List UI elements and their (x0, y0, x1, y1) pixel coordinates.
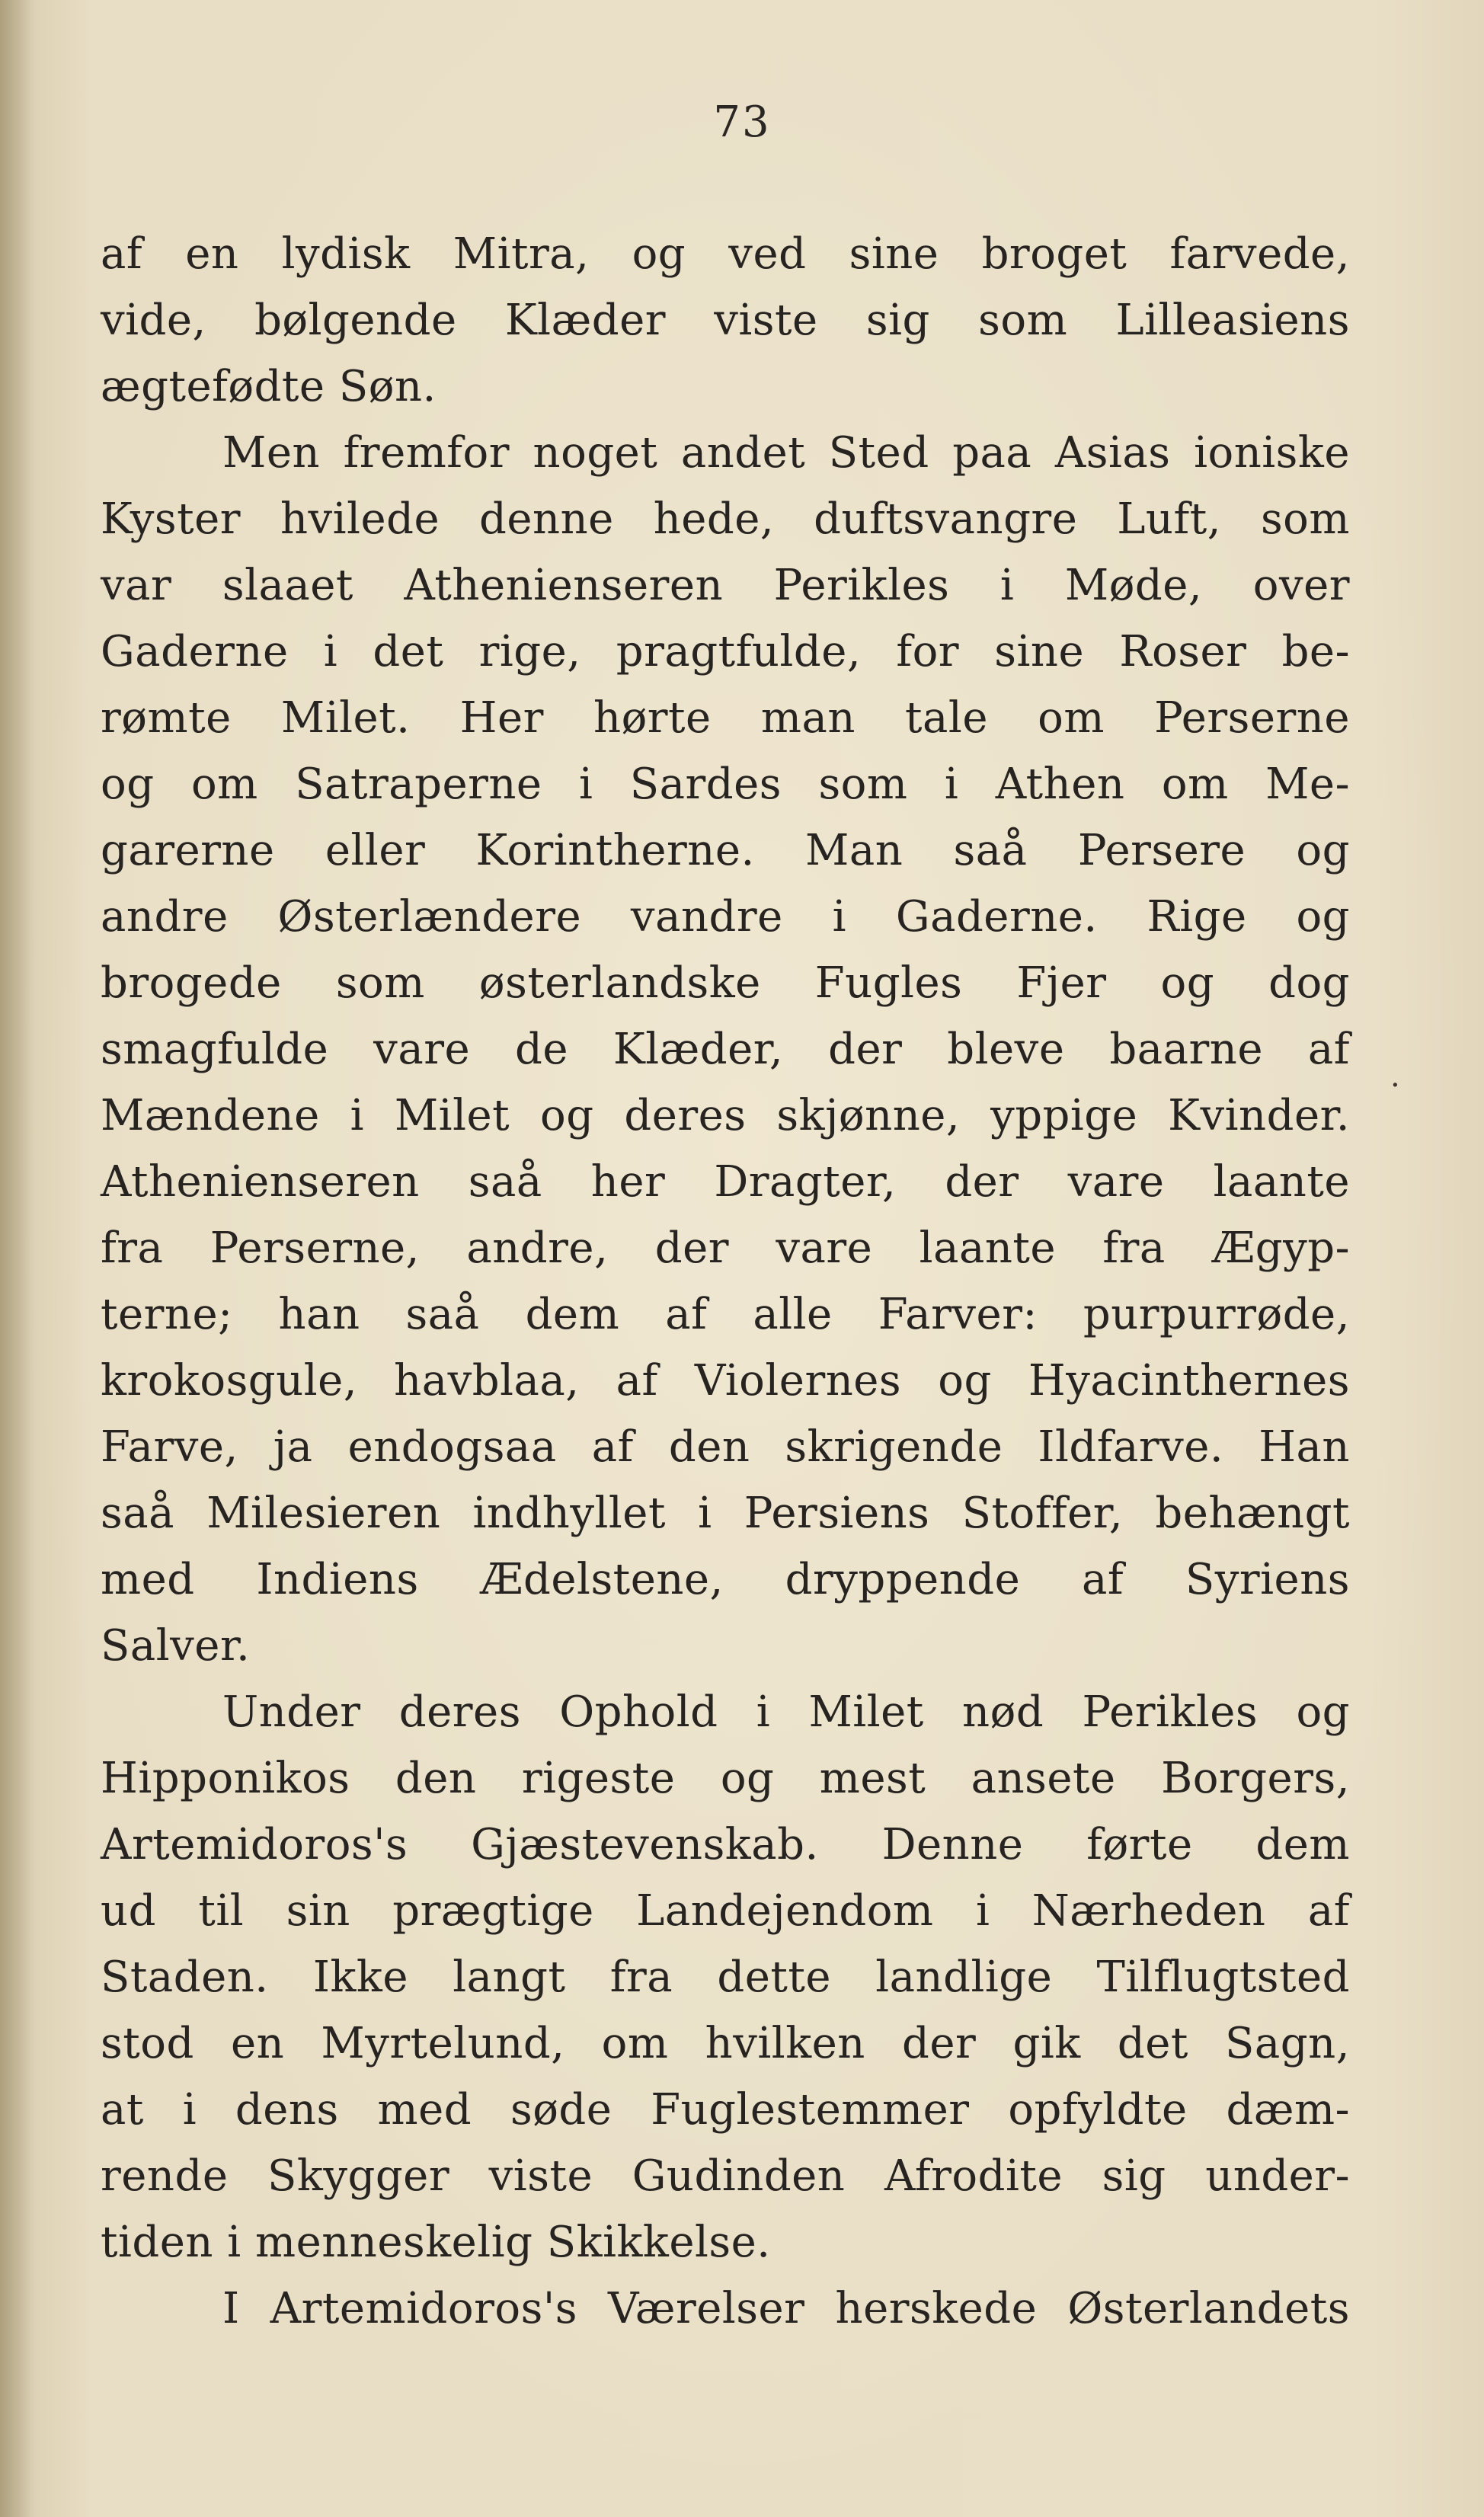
text-line: I Artemidoros's Værelser herskede Østerlandets (222, 2284, 1350, 2333)
text-line: Artemidoros's Gjæstevenskab. Denne førte dem (101, 1820, 1350, 1869)
text-line: saå Milesieren indhyllet i Persiens Stoffer, behængt (101, 1489, 1350, 1538)
text-line: fra Perserne, andre, der vare laante fra Ægyp- (101, 1223, 1350, 1273)
text-line: Kyster hvilede denne hede, duftsvangre Luft, som (101, 494, 1350, 544)
text-line: brogede som østerlandske Fugles Fjer og dog (101, 958, 1350, 1008)
text-line: Staden. Ikke langt fra dette landlige Tilflugtsted (101, 1953, 1350, 2002)
text-line: tiden i menneskelig Skikkelse. (101, 2218, 771, 2267)
spine-shadow (0, 0, 35, 2517)
text-line: og om Satraperne i Sardes som i Athen om Me- (101, 760, 1350, 809)
text-line: Under deres Ophold i Milet nød Perikles og (222, 1687, 1350, 1737)
text-line: rende Skygger viste Gudinden Afrodite sig under- (101, 2151, 1350, 2201)
text-line: krokosgule, havblaa, af Violernes og Hyacinthernes (101, 1356, 1350, 1406)
text-line: ægtefødte Søn. (101, 362, 437, 411)
text-line: Men fremfor noget andet Sted paa Asias ioniske (222, 428, 1350, 478)
text-line: af en lydisk Mitra, og ved sine broget farvede, (101, 229, 1350, 279)
text-line: andre Østerlændere vandre i Gaderne. Rige og (101, 892, 1350, 942)
text-line: Athenienseren saå her Dragter, der vare laante (101, 1157, 1350, 1207)
text-line: garerne eller Korintherne. Man saå Persere og (101, 826, 1350, 875)
text-line: vide, bølgende Klæder viste sig som Lilleasiens (101, 296, 1350, 345)
text-line: med Indiens Ædelstene, dryppende af Syriens (101, 1555, 1350, 1604)
text-line: Farve, ja endogsaa af den skrigende Ildfarve. Han (101, 1422, 1350, 1472)
text-line: at i dens med søde Fuglestemmer opfyldte dæm- (101, 2085, 1350, 2135)
text-line: smagfulde vare de Klæder, der bleve baarne af (101, 1025, 1350, 1074)
text-line: terne; han saå dem af alle Farver: purpurrøde, (101, 1290, 1350, 1339)
body-text (101, 221, 1350, 2342)
text-line: Mændene i Milet og deres skjønne, yppige Kvinder. (101, 1091, 1350, 1140)
stray-mark: . (1390, 1059, 1400, 1094)
text-line: ud til sin prægtige Landejendom i Nærheden af (101, 1886, 1350, 1936)
text-line: var slaaet Athenienseren Perikles i Møde, over (101, 561, 1350, 610)
text-line: rømte Milet. Her hørte man tale om Perserne (101, 693, 1350, 743)
text-line: Salver. (101, 1621, 251, 1671)
text-line: stod en Myrtelund, om hvilken der gik det Sagn, (101, 2019, 1350, 2068)
text-line: Gaderne i det rige, pragtfulde, for sine Roser be- (101, 627, 1350, 676)
page-number: 73 (713, 98, 771, 147)
text-line: Hipponikos den rigeste og mest ansete Borgers, (101, 1754, 1350, 1803)
